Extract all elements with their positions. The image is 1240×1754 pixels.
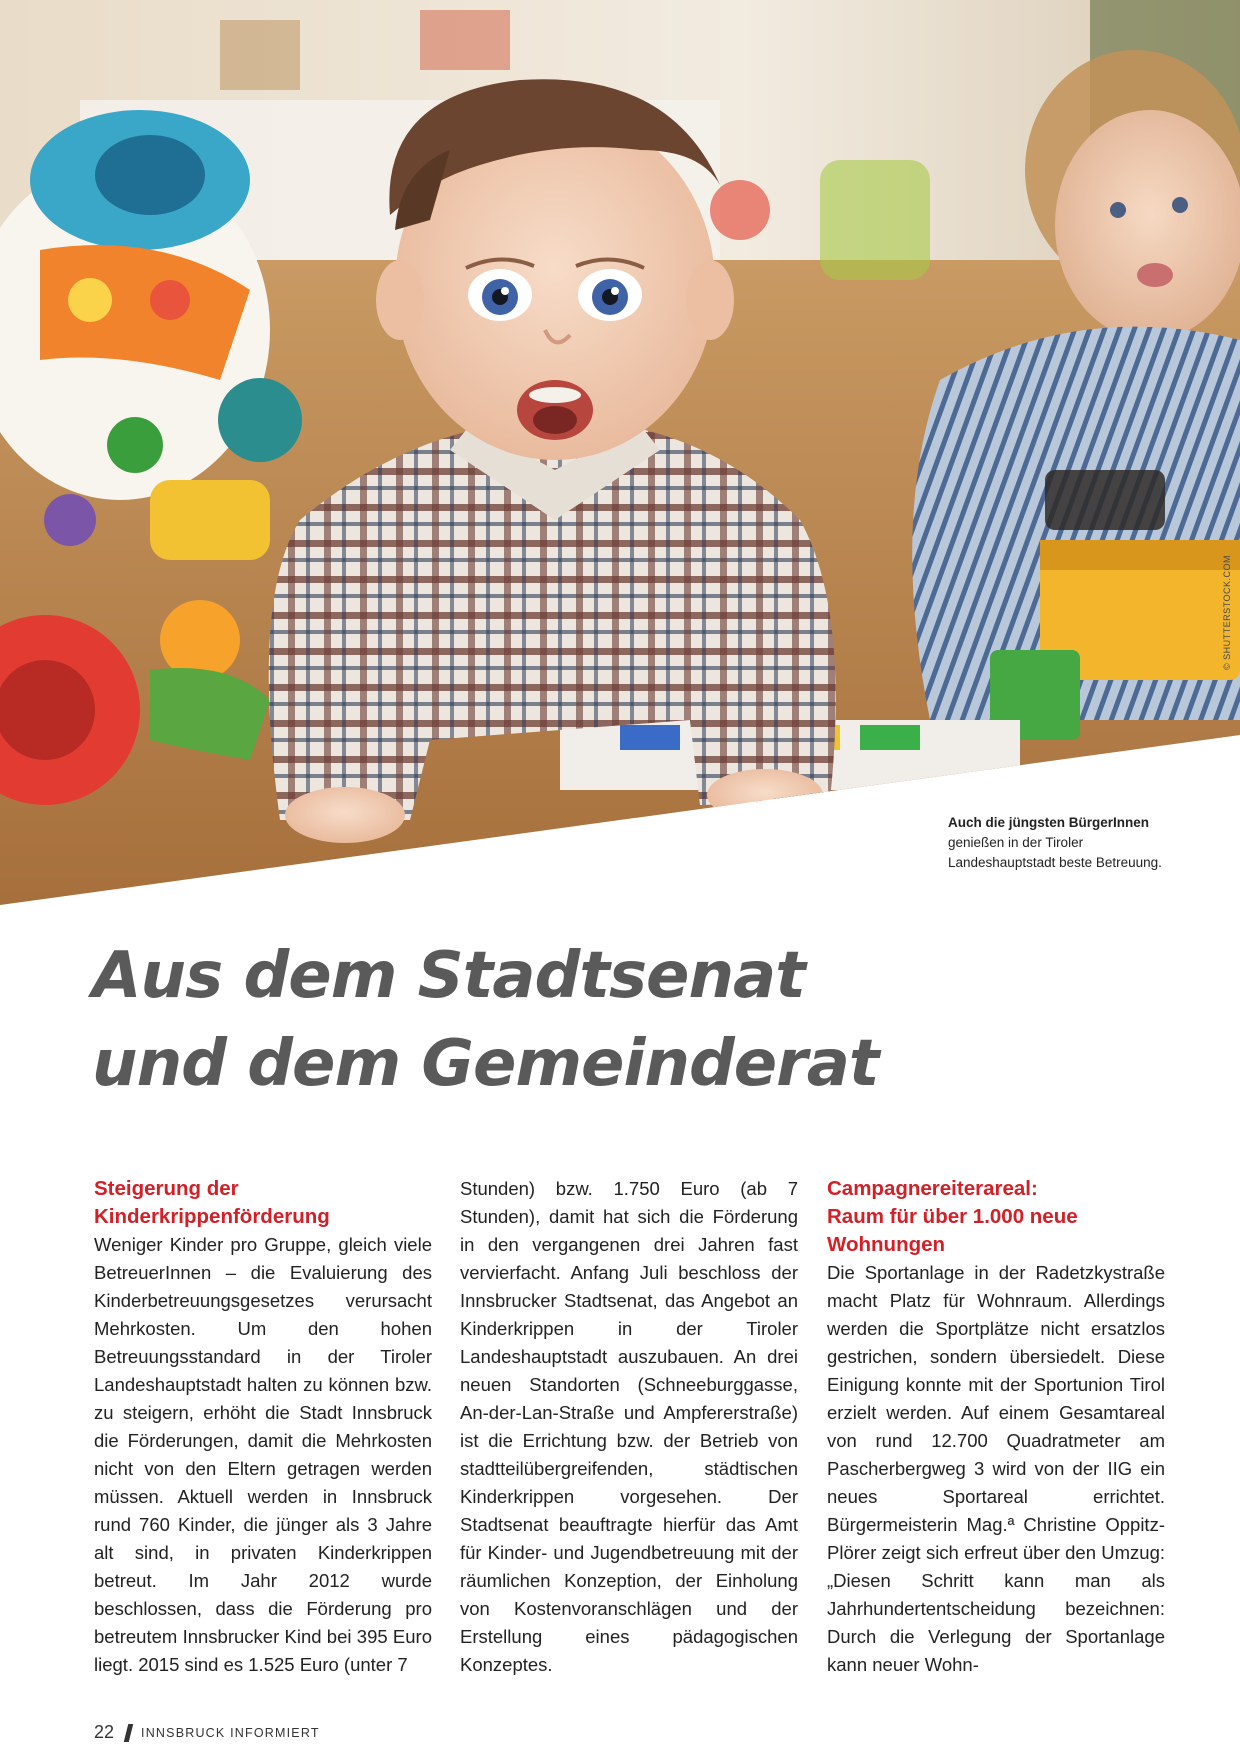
- article-kinderkrippen-column-2: [460, 1175, 798, 1679]
- photo-caption-text: genießen in der Tiroler Landeshauptstadt beste Betreuung.: [948, 835, 1162, 870]
- article-kinderkrippen-heading-line-2: Kinderkrippenförderung: [94, 1205, 330, 1228]
- article-campagnereiterareal-heading-line-1: Campagnereiterareal:: [827, 1177, 1038, 1200]
- headline-line-2: und dem Gemeinderat: [92, 1027, 879, 1101]
- page-number: 22: [94, 1722, 115, 1742]
- magazine-name: INNSBRUCK INFORMIERT: [141, 1725, 320, 1740]
- photo-caption: [948, 813, 1188, 873]
- article-kinderkrippen-body-part-2: Stunden) bzw. 1.750 Euro (ab 7 Stunden), damit hat sich die Förderung in den vergangenen drei Jahren fast vervierfacht. Anfang Juli beschloss der Innsbrucker Stadtsenat, das Angebot an Kinderkrippen in der Tiroler Landeshauptstadt auszubauen. An drei neuen Standorten (Schneeburggasse, An-der-Lan-Straße und Ampfererstraße) ist die Errichtung bzw. der Betrieb von stadtteilübergreifenden, städtischen Kinderkrippen vorgesehen. Der Stadtsenat beauftragte hierfür das Amt für Kinder- und Jugendbetreuung mit der räumlichen Konzeption, der Einholung von Kostenvoranschlägen und der Erstellung eines pädagogischen Konzeptes.: [460, 1178, 798, 1675]
- article-campagnereiterareal-heading-line-2: Raum für über 1.000 neue: [827, 1205, 1078, 1228]
- footer-slash-divider: [124, 1724, 133, 1742]
- page-headline: [92, 932, 1092, 1108]
- article-kinderkrippen-heading-line-1: Steigerung der: [94, 1177, 239, 1200]
- photo-credit: © SHUTTERSTOCK.COM: [1222, 555, 1232, 670]
- article-kinderkrippen-body-part-1: Weniger Kinder pro Gruppe, gleich viele BetreuerInnen – die Evaluierung des Kinderbetreuungsgesetzes verursacht Mehrkosten. Um den hohen Betreuungsstandard in der Tiroler Landeshauptstadt halten zu können bzw. zu steigern, erhöht die Stadt Innsbruck die Förderungen, damit die Mehrkosten nicht von den Eltern getragen werden müssen. Aktuell werden in Innsbruck rund 760 Kinder, die jünger als 3 Jahre alt sind, in privaten Kinderkrippen betreut. Im Jahr 2012 wurde beschlossen, dass die Förderung pro betreutem Innsbrucker Kind bei 395 Euro liegt. 2015 sind es 1.525 Euro (unter 7: [94, 1234, 432, 1675]
- article-kinderkrippen-heading: [94, 1175, 432, 1231]
- article-campagnereiterareal: [827, 1175, 1165, 1679]
- article-kinderkrippen-column-1: [94, 1175, 432, 1679]
- article-campagnereiterareal-body: Die Sportanlage in der Radetzkystraße macht Platz für Wohnraum. Allerdings werden die Sportplätze nicht ersatzlos gestrichen, sondern übersiedelt. Diese Einigung konnte mit der Sportunion Tirol erzielt werden. Auf einem Gesamtareal von rund 12.700 Quadratmeter am Pascherbergweg 3 wird von der IIG ein neues Sportareal errichtet. Bürgermeisterin Mag.ª Christine Oppitz-Plörer zeigt sich erfreut über den Umzug: „Diesen Schritt kann man als Jahrhundertentscheidung bezeichnen: Durch die Verlegung der Sportanlage kann neuer Wohn-: [827, 1262, 1165, 1675]
- article-campagnereiterareal-heading: [827, 1175, 1165, 1259]
- headline-line-1: Aus dem Stadtsenat: [92, 939, 805, 1013]
- photo-caption-bold: Auch die jüngsten BürgerInnen: [948, 815, 1150, 830]
- article-campagnereiterareal-heading-line-3: Wohnungen: [827, 1233, 946, 1256]
- page-footer: [94, 1722, 320, 1743]
